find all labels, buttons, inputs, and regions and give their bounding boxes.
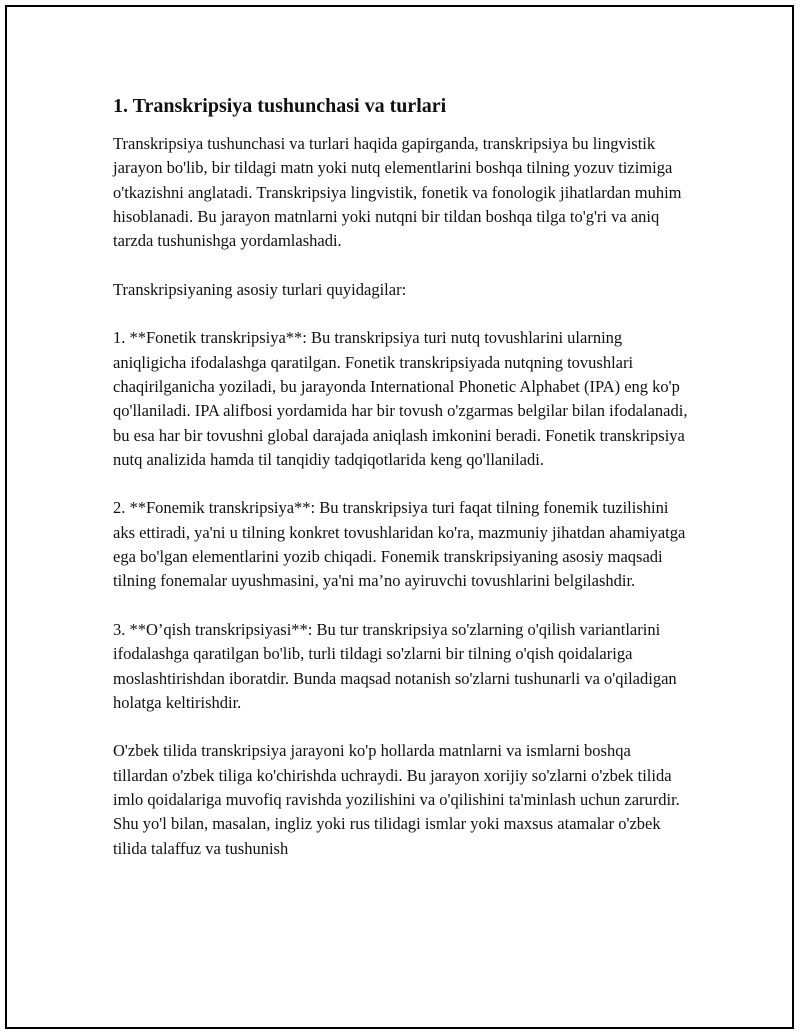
paragraph-phonemic: 2. **Fonemik transkripsiya**: Bu transkripsiya turi faqat tilning fonemik tuzilishini aks ettiradi, ya'ni u tilning konkret tovushlaridan ko'ra, mazmuniy jihatdan ahamiyatga ega bo'lgan elementlarini yozib chiqadi. Fonemik transkripsiyaning asosiy maqsadi tilning fonemalar uyushmasini, ya'ni ma’no ayiruvchi tovushlarini belgilashdir. (113, 498, 686, 591)
document-body (113, 92, 688, 861)
paragraph-intro: Transkripsiya tushunchasi va turlari haqida gapirganda, transkripsiya bu lingvistik jarayon bo'lib, bir tildagi matn yoki nutq elementlarini boshqa tilning yozuv tizimiga o'tkazishni anglatadi. Transkripsiya lingvistik, fonetik va fonologik jihatlardan muhim hisoblanadi. Bu jarayon matnlarni yoki nutqni bir tildan boshqa tilga to'g'ri va aniq tarzda tushunishga yordamlashadi. (113, 134, 682, 251)
section-title: 1. Transkripsiya tushunchasi va turlari (113, 95, 447, 117)
paragraph-phonetic: 1. **Fonetik transkripsiya**: Bu transkripsiya turi nutq tovushlarini ularning aniqligicha ifodalashga qaratilgan. Fonetik transkripsiyada nutqning tovushlari chaqirilganicha yoziladi, bu jarayonda International Phonetic Alphabet (IPA) eng ko'p qo'llaniladi. IPA alifbosi yordamida har bir tovush o'zgarmas belgilar bilan ifodalanadi, bu esa har bir tovushni global darajada aniqlash imkonini beradi. Fonetik transkripsiya nutq analizida hamda til tanqidiy tadqiqotlarida keng qo'llaniladi. (113, 328, 688, 469)
paragraph-reading: 3. **O’qish transkripsiyasi**: Bu tur transkripsiya so'zlarning o'qilish variantlarini ifodalashga qaratilgan bo'lib, turli tildagi so'zlarni bir tilning o'qish qoidalariga moslashtirishdan iboratdir. Bunda maqsad notanish so'zlarni tushunarli va o'qiladigan holatga keltirishdir. (113, 619, 677, 712)
paragraph-types-heading: Transkripsiyaning asosiy turlari quyidagilar: (113, 279, 407, 299)
paragraph-uzbek: O'zbek tilida transkripsiya jarayoni ko'p hollarda matnlarni va ismlarni boshqa tillardan o'zbek tiliga ko'chirishda uchraydi. Bu jarayon xorijiy so'zlarni o'zbek tilida imlo qoidalariga muvofiq ravishda yozilishini va o'qilishini ta'minlash uchun zarurdir. Shu yo'l bilan, masalan, ingliz yoki rus tilidagi ismlar yoki maxsus atamalar o'zbek tilida talaffuz va tushunish (113, 741, 680, 858)
